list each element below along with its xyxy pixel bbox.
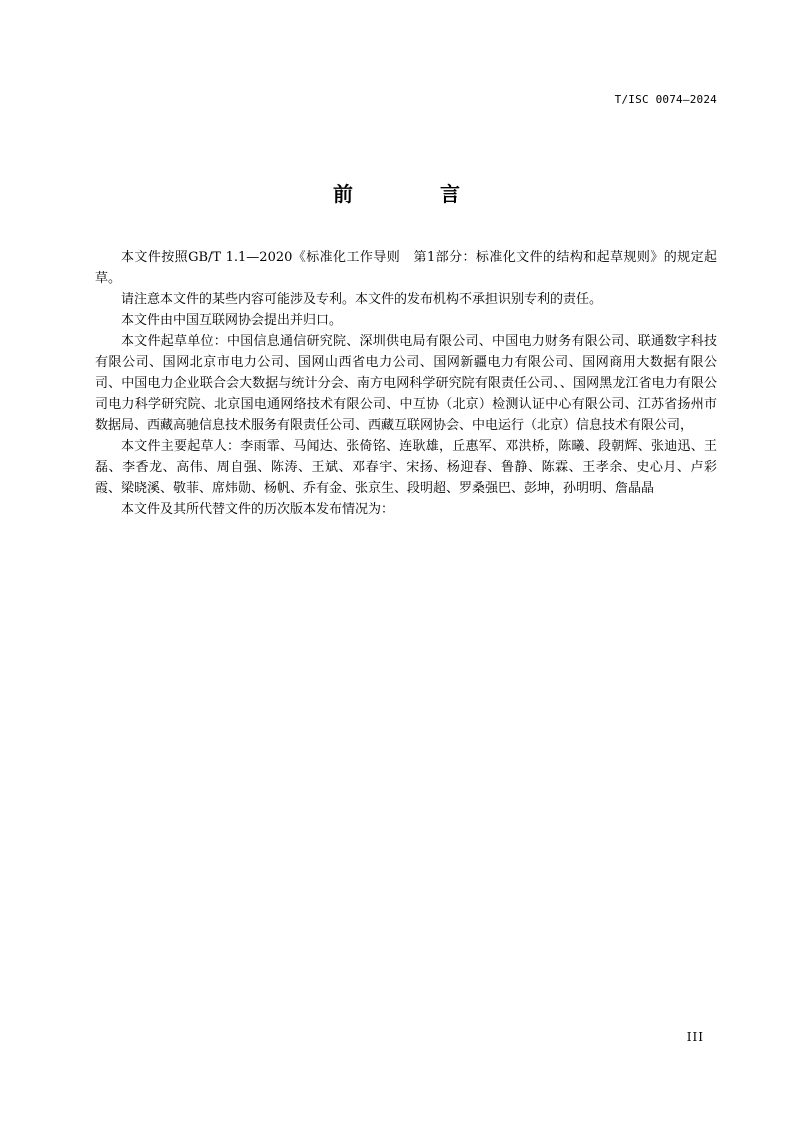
paragraph-version-history: 本文件及其所代替文件的历次版本发布情况为： [121, 502, 395, 517]
paragraph-patent-notice: 请注意本文件的某些内容可能涉及专利。本文件的发布机构不承担识别专利的责任。 [121, 292, 603, 307]
paragraph-drafting-rules: 本文件按照GB/T 1.1—2020《标准化工作导则 第1部分：标准化文件的结构和起草规则》的规定起草。 [95, 250, 717, 286]
paragraph-drafters: 本文件主要起草人：李雨霏、马闻达、张倚铭、连耿雄，丘惠军、邓洪桥，陈曦、段朝辉、张迪迅、王磊、李香龙、高伟、周自强、陈涛、王斌、邓春宇、宋扬、杨迎春、鲁静、陈霖、王孝余、史心月、卢彩霞、梁晓溪、敬菲、席炜勋、杨帆、乔有金、张京生、段明超、罗桑强巴、彭坤，孙明明、詹晶晶 [95, 439, 717, 496]
paragraph-drafting-units: 本文件起草单位：中国信息通信研究院、深圳供电局有限公司、中国电力财务有限公司、联通数字科技有限公司、国网北京市电力公司、国网山西省电力公司、国网新疆电力有限公司、国网商用大数据有限公司、中国电力企业联合会大数据与统计分会、南方电网科学研究院有限责任公司、、国网黑龙江省电力有限公司电力科学研究院、北京国电通网络技术有限公司、中互协（北京）检测认证中心有限公司、江苏省扬州市数据局、西藏高驰信息技术服务有限责任公司、西藏互联网协会、中电运行（北京）信息技术有限公司， [95, 334, 717, 433]
page-number: III [686, 1030, 704, 1044]
paragraph-proposer: 本文件由中国互联网协会提出并归口。 [121, 313, 343, 328]
document-code: T/ISC 0074—2024 [614, 93, 717, 106]
page-title: 前 言 [333, 182, 500, 206]
foreword-body [95, 247, 717, 520]
